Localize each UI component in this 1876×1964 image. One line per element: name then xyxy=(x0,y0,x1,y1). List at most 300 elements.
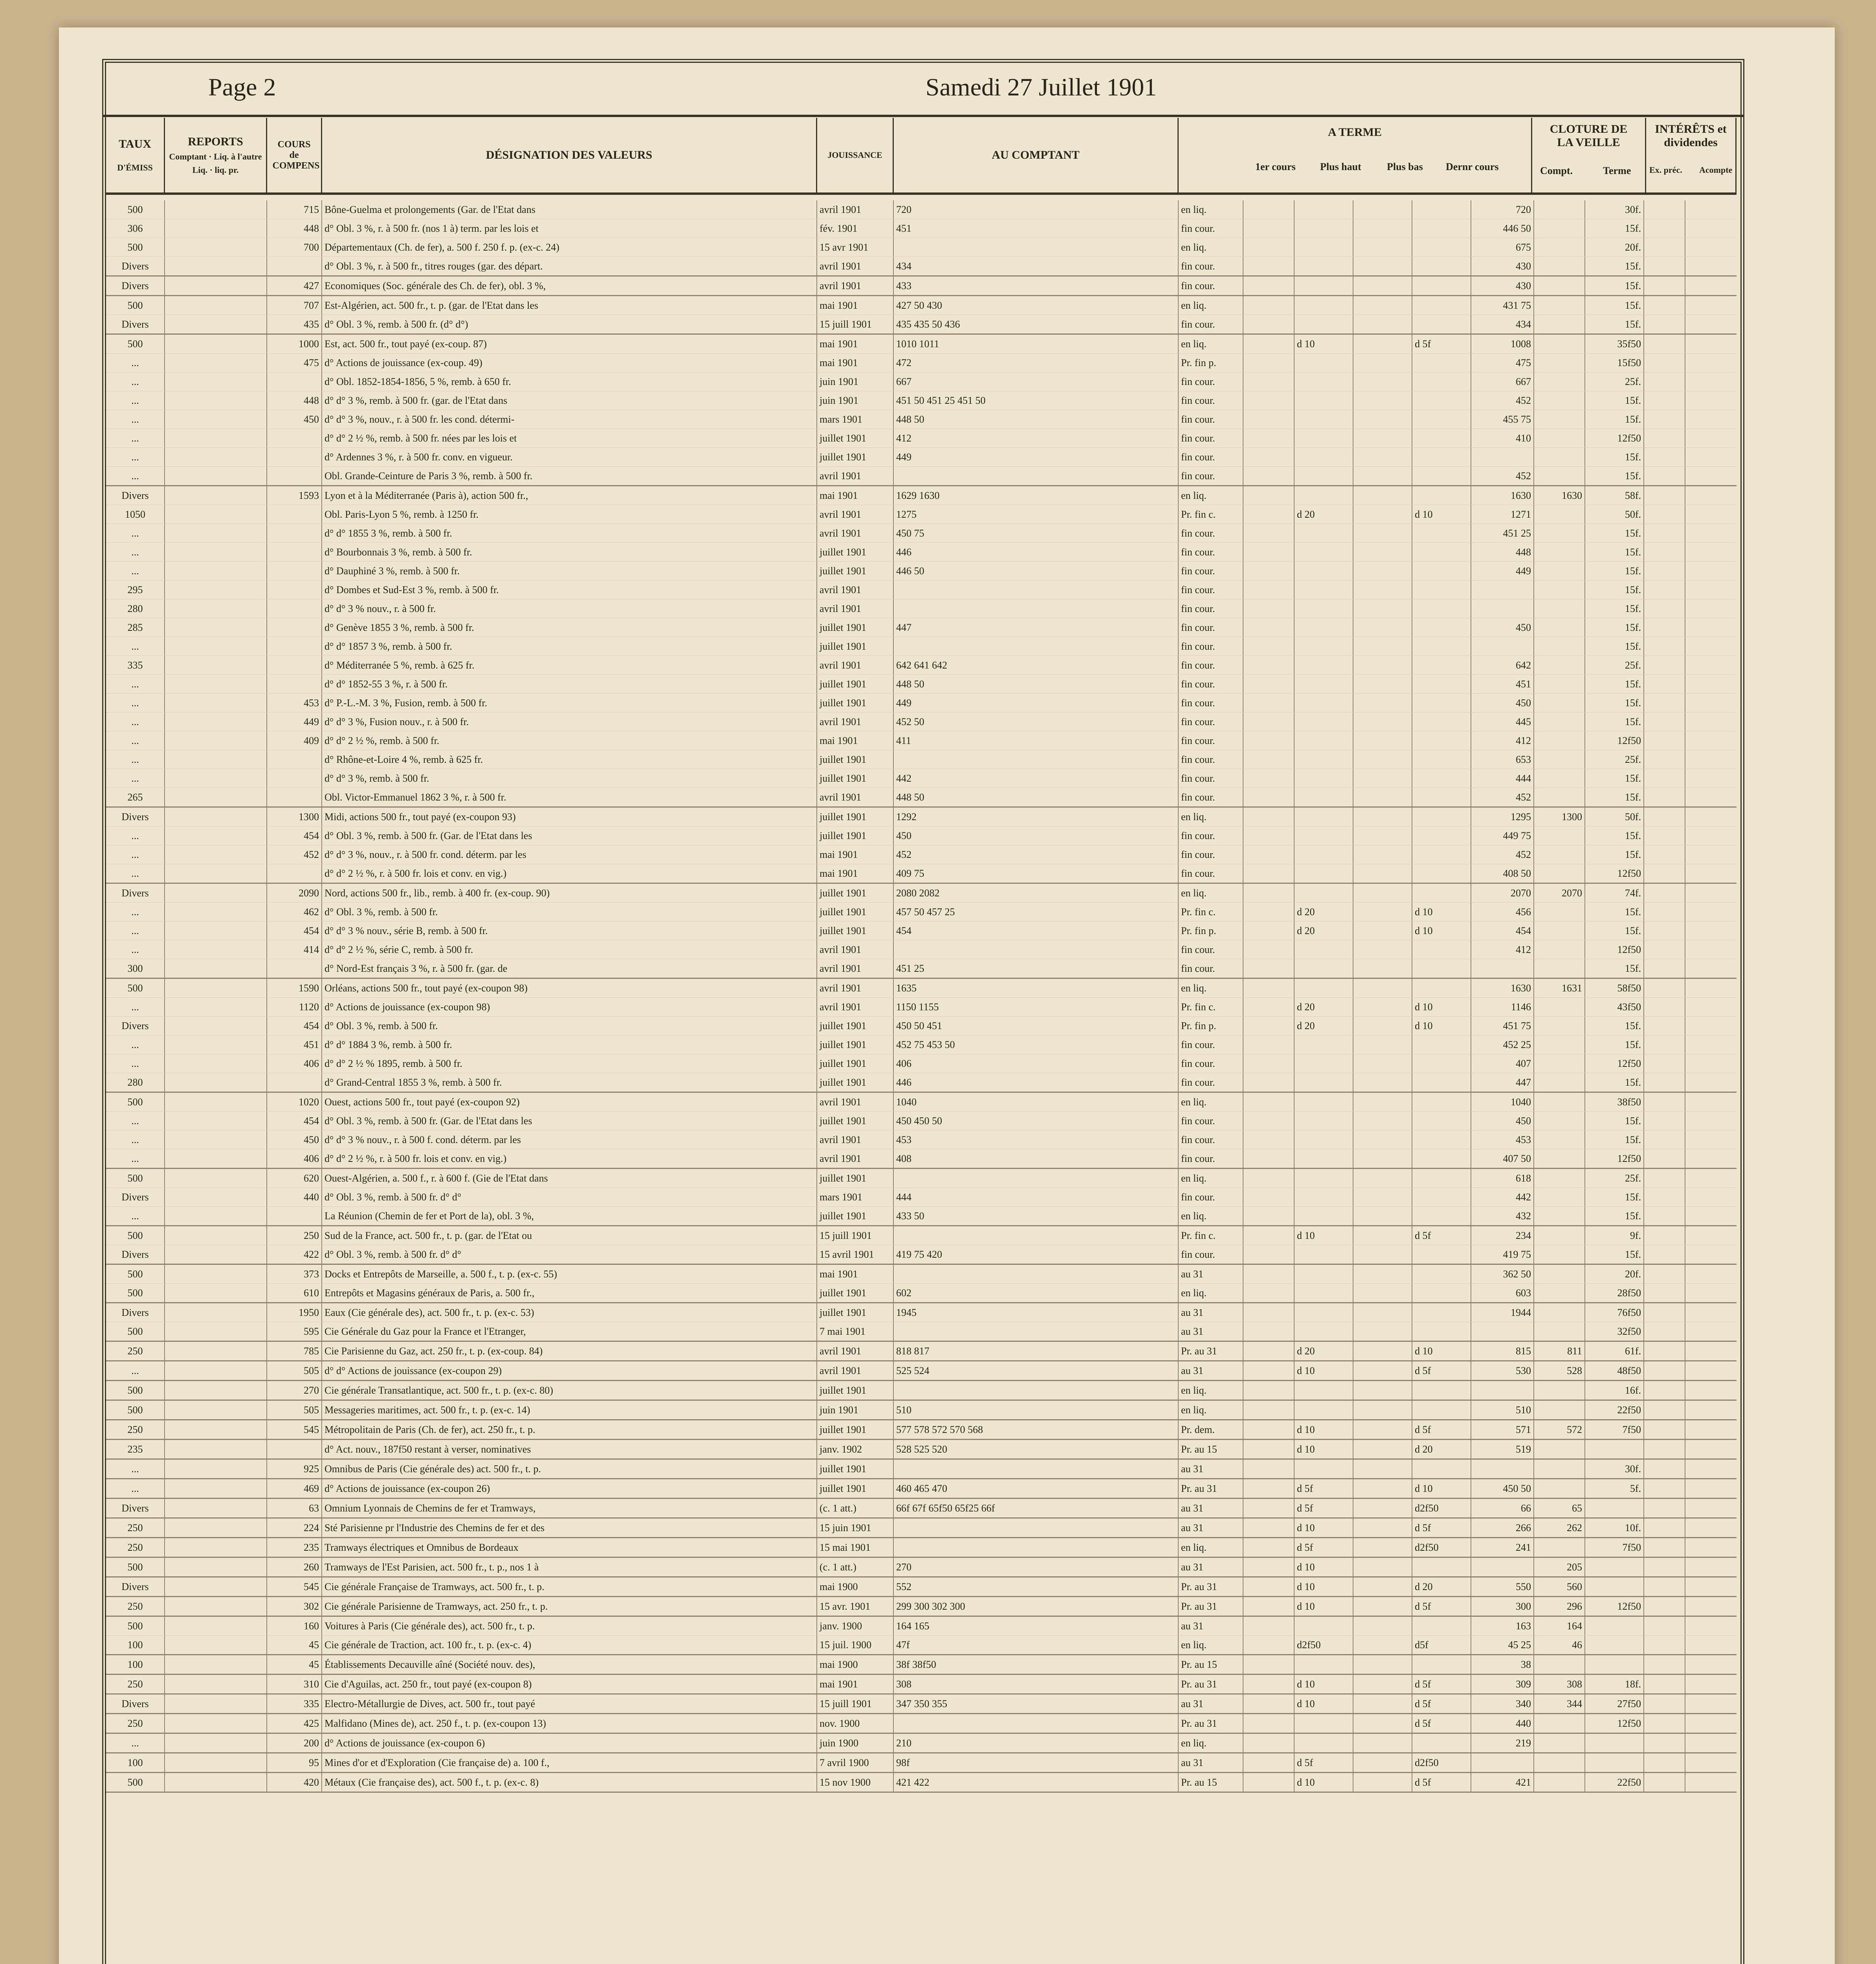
cloture-terme-cell xyxy=(1534,1401,1585,1419)
cloture-terme-cell xyxy=(1534,769,1585,788)
cloture-compt-cell: 449 xyxy=(1471,562,1534,580)
interets-cell: 25f. xyxy=(1585,372,1644,391)
first-cours-cell xyxy=(1243,998,1295,1016)
taux-cell: ... xyxy=(106,1479,165,1498)
taux-cell: ... xyxy=(106,675,165,693)
terme-type-cell: fin cour. xyxy=(1179,826,1243,845)
acompte-cell xyxy=(1644,219,1685,238)
designation-cell: d° d° 3 % nouv., r. à 500 f. cond. déterm. par les xyxy=(322,1130,817,1149)
cours-cell: 545 xyxy=(267,1420,322,1439)
taux-cell: 500 xyxy=(106,1401,165,1419)
cloture-terme-cell xyxy=(1534,1460,1585,1478)
interets-cell: 12f50 xyxy=(1585,429,1644,447)
dernier-cours-cell: d 5f xyxy=(1412,1675,1471,1693)
jouissance-cell: mai 1901 xyxy=(817,335,894,353)
designation-cell: d° Dauphiné 3 %, remb. à 500 fr. xyxy=(322,562,817,580)
first-cours-cell xyxy=(1243,315,1295,333)
taux-cell: ... xyxy=(106,543,165,561)
reports-cell xyxy=(165,543,267,561)
designation-cell: d° d° 2 ½ %, r. à 500 fr. lois et conv. en vig.) xyxy=(322,1149,817,1168)
dernier-cours-cell xyxy=(1412,1169,1471,1187)
reports-cell xyxy=(165,1695,267,1713)
taux-cell: ... xyxy=(106,864,165,883)
plus-haut-cell xyxy=(1295,562,1353,580)
cloture-compt-cell xyxy=(1471,599,1534,618)
interets-cell: 12f50 xyxy=(1585,731,1644,750)
cloture-terme-cell xyxy=(1534,656,1585,674)
cours-cell: 409 xyxy=(267,731,322,750)
first-cours-cell xyxy=(1243,1381,1295,1400)
jouissance-cell: mai 1900 xyxy=(817,1577,894,1596)
designation-cell: d° Nord-Est français 3 %, r. à 500 fr. (gar. de xyxy=(322,959,817,978)
terme-type-cell: en liq. xyxy=(1179,1381,1243,1400)
comptant-cell: 528 525 520 xyxy=(894,1440,1179,1458)
cours-cell xyxy=(267,1207,322,1225)
comptant-cell: 525 524 xyxy=(894,1361,1179,1380)
designation-cell: Cie Parisienne du Gaz, act. 250 fr., t. p. (ex-coup. 84) xyxy=(322,1342,817,1360)
terme-type-cell: au 31 xyxy=(1179,1519,1243,1537)
acompte-cell xyxy=(1644,1636,1685,1654)
plus-bas-cell xyxy=(1353,372,1412,391)
plus-bas-cell xyxy=(1353,1499,1412,1517)
jouissance-cell: juin 1900 xyxy=(817,1734,894,1752)
reports-cell xyxy=(165,750,267,769)
reports-cell xyxy=(165,1773,267,1792)
col-cours: COURS de COMPENS xyxy=(267,118,322,192)
taux-cell: ... xyxy=(106,845,165,864)
first-cours-cell xyxy=(1243,372,1295,391)
plus-haut-cell: d 10 xyxy=(1295,1519,1353,1537)
taux-cell: ... xyxy=(106,1734,165,1752)
comptant-cell: 210 xyxy=(894,1734,1179,1752)
acompte-cell xyxy=(1644,1073,1685,1092)
acompte-cell xyxy=(1644,505,1685,524)
interets-cell: 15f. xyxy=(1585,1112,1644,1130)
cloture-terme-cell: 572 xyxy=(1534,1420,1585,1439)
acompte-cell xyxy=(1644,391,1685,410)
first-cours-cell xyxy=(1243,769,1295,788)
acompte-cell xyxy=(1644,1753,1685,1772)
dernier-cours-cell xyxy=(1412,1401,1471,1419)
terme-type-cell: Pr. au 31 xyxy=(1179,1597,1243,1616)
interets-cell: 15f. xyxy=(1585,277,1644,295)
reports-cell xyxy=(165,731,267,750)
table-row xyxy=(106,637,1737,656)
first-cours-cell xyxy=(1243,200,1295,219)
reports-cell xyxy=(165,1207,267,1225)
table-row xyxy=(106,257,1737,277)
cloture-terme-cell xyxy=(1534,1093,1585,1111)
dernier-cours-cell xyxy=(1412,219,1471,238)
plus-bas-cell xyxy=(1353,940,1412,959)
first-cours-cell xyxy=(1243,238,1295,256)
interets-cell xyxy=(1585,1558,1644,1576)
dernier-cours-cell xyxy=(1412,410,1471,429)
terme-type-cell: au 31 xyxy=(1179,1460,1243,1478)
plus-bas-cell xyxy=(1353,731,1412,750)
reports-cell xyxy=(165,1460,267,1478)
table-row xyxy=(106,1420,1737,1440)
designation-cell: Cie Générale du Gaz pour la France et l'Etranger, xyxy=(322,1322,817,1341)
jouissance-cell: janv. 1902 xyxy=(817,1440,894,1458)
table-row xyxy=(106,335,1737,354)
dernier-cours-cell: d2f50 xyxy=(1412,1538,1471,1557)
interets-cell xyxy=(1585,1753,1644,1772)
dernier-cours-cell xyxy=(1412,1207,1471,1225)
acompte-cell xyxy=(1644,1188,1685,1206)
table-row xyxy=(106,1226,1737,1245)
first-cours-cell xyxy=(1243,1538,1295,1557)
cloture-compt-cell: 452 25 xyxy=(1471,1035,1534,1054)
interets-cell: 12f50 xyxy=(1585,1054,1644,1073)
cours-cell: 406 xyxy=(267,1149,322,1168)
designation-cell: d° d° 1855 3 %, remb. à 500 fr. xyxy=(322,524,817,542)
table-row xyxy=(106,1655,1737,1675)
table-row xyxy=(106,562,1737,581)
plus-bas-cell xyxy=(1353,543,1412,561)
designation-cell: Cie générale de Traction, act. 100 fr., t. p. (ex-c. 4) xyxy=(322,1636,817,1654)
table-row xyxy=(106,1188,1737,1207)
reports-cell xyxy=(165,1112,267,1130)
first-cours-cell xyxy=(1243,1499,1295,1517)
table-row xyxy=(106,1017,1737,1035)
dernier-cours-cell: d 5f xyxy=(1412,1695,1471,1713)
reports-cell xyxy=(165,864,267,883)
interets-cell xyxy=(1585,1499,1644,1517)
taux-cell: Divers xyxy=(106,1499,165,1517)
plus-bas-cell xyxy=(1353,1655,1412,1674)
cours-cell: 160 xyxy=(267,1617,322,1635)
plus-haut-cell: d2f50 xyxy=(1295,1636,1353,1654)
col-jouissance: JOUISSANCE xyxy=(817,118,894,192)
reports-cell xyxy=(165,315,267,333)
jouissance-cell: avril 1901 xyxy=(817,788,894,806)
jouissance-cell: mai 1901 xyxy=(817,1265,894,1283)
cloture-terme-cell xyxy=(1534,1017,1585,1035)
taux-cell: 500 xyxy=(106,1381,165,1400)
designation-cell: d° Obl. 3 %, remb. à 500 fr. xyxy=(322,903,817,921)
comptant-cell: 720 xyxy=(894,200,1179,219)
dernier-cours-cell xyxy=(1412,315,1471,333)
interets-cell: 15f. xyxy=(1585,543,1644,561)
reports-cell xyxy=(165,562,267,580)
reports-cell xyxy=(165,1714,267,1733)
plus-bas-cell xyxy=(1353,1188,1412,1206)
taux-cell: ... xyxy=(106,429,165,447)
plus-bas-cell xyxy=(1353,391,1412,410)
jouissance-cell: juillet 1901 xyxy=(817,1017,894,1035)
cloture-compt-cell: 445 xyxy=(1471,713,1534,731)
jouissance-cell: avril 1901 xyxy=(817,959,894,978)
terme-type-cell: fin cour. xyxy=(1179,618,1243,637)
jouissance-cell: juillet 1901 xyxy=(817,1303,894,1322)
plus-haut-cell xyxy=(1295,372,1353,391)
cloture-compt-cell: 163 xyxy=(1471,1617,1534,1635)
plus-haut-cell xyxy=(1295,1265,1353,1283)
cloture-terme-cell: 1300 xyxy=(1534,808,1585,826)
first-cours-cell xyxy=(1243,1636,1295,1654)
cloture-terme-cell: 65 xyxy=(1534,1499,1585,1517)
page-number: Page 2 xyxy=(208,73,276,101)
comptant-cell xyxy=(894,1460,1179,1478)
table-row xyxy=(106,1245,1737,1265)
cours-cell: 454 xyxy=(267,1112,322,1130)
taux-cell: 250 xyxy=(106,1675,165,1693)
designation-cell: d° d° 3 % nouv., r. à 500 fr. xyxy=(322,599,817,618)
cours-cell xyxy=(267,959,322,978)
taux-cell: 500 xyxy=(106,1773,165,1792)
cloture-terme-cell: 205 xyxy=(1534,1558,1585,1576)
first-cours-cell xyxy=(1243,524,1295,542)
cours-cell: 373 xyxy=(267,1265,322,1283)
cloture-terme-cell xyxy=(1534,1284,1585,1302)
jouissance-cell: 7 mai 1901 xyxy=(817,1322,894,1341)
taux-cell: Divers xyxy=(106,277,165,295)
designation-cell: Orléans, actions 500 fr., tout payé (ex-coupon 98) xyxy=(322,979,817,997)
table-row xyxy=(106,979,1737,998)
reports-cell xyxy=(165,1188,267,1206)
jouissance-cell: juillet 1901 xyxy=(817,826,894,845)
cloture-terme-cell xyxy=(1534,731,1585,750)
cloture-compt-cell xyxy=(1471,637,1534,656)
cloture-terme-cell xyxy=(1534,335,1585,353)
plus-haut-cell: d 10 xyxy=(1295,1695,1353,1713)
first-cours-cell xyxy=(1243,731,1295,750)
plus-haut-cell: d 20 xyxy=(1295,922,1353,940)
first-cours-cell xyxy=(1243,1558,1295,1576)
dernier-cours-cell xyxy=(1412,581,1471,599)
reports-cell xyxy=(165,335,267,353)
first-cours-cell xyxy=(1243,1265,1295,1283)
jouissance-cell: avril 1901 xyxy=(817,1093,894,1111)
comptant-cell xyxy=(894,637,1179,656)
cloture-compt-cell: 448 xyxy=(1471,543,1534,561)
cloture-terme-cell xyxy=(1534,1245,1585,1264)
cloture-terme-cell xyxy=(1534,1073,1585,1092)
first-cours-cell xyxy=(1243,675,1295,693)
terme-type-cell: en liq. xyxy=(1179,884,1243,902)
table-row xyxy=(106,372,1737,391)
acompte-cell xyxy=(1644,1112,1685,1130)
dernier-cours-cell xyxy=(1412,1617,1471,1635)
reports-cell xyxy=(165,1597,267,1616)
first-cours-cell xyxy=(1243,1245,1295,1264)
dernier-cours-cell xyxy=(1412,826,1471,845)
jouissance-cell: juin 1901 xyxy=(817,391,894,410)
designation-cell: Cie générale Transatlantique, act. 500 fr., t. p. (ex-c. 80) xyxy=(322,1381,817,1400)
taux-cell: 300 xyxy=(106,959,165,978)
cloture-terme-cell xyxy=(1534,238,1585,256)
taux-cell: ... xyxy=(106,562,165,580)
plus-bas-cell xyxy=(1353,1577,1412,1596)
cloture-terme-cell xyxy=(1534,864,1585,883)
jouissance-cell: juillet 1901 xyxy=(817,769,894,788)
terme-type-cell: fin cour. xyxy=(1179,219,1243,238)
cours-cell xyxy=(267,618,322,637)
designation-cell: Economiques (Soc. générale des Ch. de fer), obl. 3 %, xyxy=(322,277,817,295)
cloture-compt-cell: 412 xyxy=(1471,731,1534,750)
plus-bas-cell xyxy=(1353,637,1412,656)
first-cours-cell xyxy=(1243,1655,1295,1674)
acompte-cell xyxy=(1644,1695,1685,1713)
first-cours-cell xyxy=(1243,1017,1295,1035)
terme-type-cell: fin cour. xyxy=(1179,391,1243,410)
taux-cell: 250 xyxy=(106,1538,165,1557)
plus-haut-cell: d 10 xyxy=(1295,1420,1353,1439)
plus-bas-cell xyxy=(1353,1054,1412,1073)
table-row xyxy=(106,1322,1737,1342)
reports-cell xyxy=(165,826,267,845)
cloture-compt-cell: 449 75 xyxy=(1471,826,1534,845)
designation-cell: Ouest, actions 500 fr., tout payé (ex-coupon 92) xyxy=(322,1093,817,1111)
comptant-cell: 406 xyxy=(894,1054,1179,1073)
designation-cell: Bône-Guelma et prolongements (Gar. de l'Etat dans xyxy=(322,200,817,219)
cours-cell: 414 xyxy=(267,940,322,959)
cours-cell: 302 xyxy=(267,1597,322,1616)
plus-bas-cell xyxy=(1353,562,1412,580)
jouissance-cell: mai 1901 xyxy=(817,845,894,864)
terme-type-cell: fin cour. xyxy=(1179,372,1243,391)
cours-cell: 422 xyxy=(267,1245,322,1264)
cours-cell xyxy=(267,750,322,769)
interets-cell xyxy=(1585,1734,1644,1752)
cours-cell: 1020 xyxy=(267,1093,322,1111)
cloture-compt-cell: 1630 xyxy=(1471,979,1534,997)
taux-cell: ... xyxy=(106,769,165,788)
reports-cell xyxy=(165,1519,267,1537)
cours-cell: 335 xyxy=(267,1695,322,1713)
comptant-cell: 270 xyxy=(894,1558,1179,1576)
taux-cell: ... xyxy=(106,1054,165,1073)
reports-cell xyxy=(165,1655,267,1674)
plus-bas-cell xyxy=(1353,1695,1412,1713)
first-cours-cell xyxy=(1243,1597,1295,1616)
terme-type-cell: au 31 xyxy=(1179,1322,1243,1341)
plus-bas-cell xyxy=(1353,979,1412,997)
designation-cell: Obl. Victor-Emmanuel 1862 3 %, r. à 500 fr. xyxy=(322,788,817,806)
first-cours-cell xyxy=(1243,1322,1295,1341)
taux-cell: ... xyxy=(106,1361,165,1380)
plus-haut-cell xyxy=(1295,959,1353,978)
interets-cell: 15f. xyxy=(1585,959,1644,978)
comptant-cell: 434 xyxy=(894,257,1179,275)
jouissance-cell: juillet 1901 xyxy=(817,543,894,561)
designation-cell: d° Actions de jouissance (ex-coupon 98) xyxy=(322,998,817,1016)
interets-cell: 15f. xyxy=(1585,637,1644,656)
designation-cell: Mines d'or et d'Exploration (Cie française de) a. 100 f., xyxy=(322,1753,817,1772)
interets-cell: 22f50 xyxy=(1585,1401,1644,1419)
plus-bas-cell xyxy=(1353,599,1412,618)
taux-cell: ... xyxy=(106,1460,165,1478)
interets-cell: 15f. xyxy=(1585,1073,1644,1092)
interets-cell: 58f. xyxy=(1585,486,1644,505)
reports-cell xyxy=(165,1753,267,1772)
reports-cell xyxy=(165,922,267,940)
dernier-cours-cell xyxy=(1412,884,1471,902)
interets-cell: 15f. xyxy=(1585,524,1644,542)
plus-bas-cell xyxy=(1353,524,1412,542)
cloture-compt-cell: 451 25 xyxy=(1471,524,1534,542)
plus-bas-cell xyxy=(1353,238,1412,256)
jouissance-cell: mai 1901 xyxy=(817,731,894,750)
cloture-terme-cell xyxy=(1534,219,1585,238)
cloture-compt-cell: 407 50 xyxy=(1471,1149,1534,1168)
table-row xyxy=(106,959,1737,979)
cloture-terme-cell xyxy=(1534,599,1585,618)
terme-type-cell: en liq. xyxy=(1179,1207,1243,1225)
cloture-compt-cell: 452 xyxy=(1471,467,1534,485)
terme-type-cell: Pr. fin p. xyxy=(1179,922,1243,940)
jouissance-cell: avril 1901 xyxy=(817,998,894,1016)
dernier-cours-cell xyxy=(1412,769,1471,788)
cloture-terme-cell: 46 xyxy=(1534,1636,1585,1654)
cloture-terme-cell xyxy=(1534,277,1585,295)
reports-cell xyxy=(165,713,267,731)
dernier-cours-cell xyxy=(1412,1054,1471,1073)
dernier-cours-cell xyxy=(1412,391,1471,410)
plus-haut-cell xyxy=(1295,296,1353,315)
table-row xyxy=(106,315,1737,335)
plus-haut-cell xyxy=(1295,354,1353,372)
table-row xyxy=(106,581,1737,599)
cloture-terme-cell xyxy=(1534,200,1585,219)
comptant-cell: 1629 1630 xyxy=(894,486,1179,505)
jouissance-cell: mai 1901 xyxy=(817,1675,894,1693)
dernier-cours-cell xyxy=(1412,1265,1471,1283)
cours-cell: 700 xyxy=(267,238,322,256)
table-row xyxy=(106,200,1737,219)
cours-cell xyxy=(267,656,322,674)
jouissance-cell: avril 1901 xyxy=(817,1130,894,1149)
designation-cell: Malfidano (Mines de), act. 250 f., t. p. (ex-coupon 13) xyxy=(322,1714,817,1733)
interets-cell: 61f. xyxy=(1585,1342,1644,1360)
dernier-cours-cell xyxy=(1412,599,1471,618)
plus-bas-cell xyxy=(1353,675,1412,693)
jouissance-cell: avril 1901 xyxy=(817,979,894,997)
interets-cell: 15f. xyxy=(1585,675,1644,693)
acompte-cell xyxy=(1644,826,1685,845)
taux-cell: ... xyxy=(106,354,165,372)
dernier-cours-cell xyxy=(1412,1093,1471,1111)
reports-cell xyxy=(165,1734,267,1752)
plus-haut-cell: d 10 xyxy=(1295,1558,1353,1576)
terme-type-cell: fin cour. xyxy=(1179,467,1243,485)
comptant-cell: 451 xyxy=(894,219,1179,238)
dernier-cours-cell xyxy=(1412,940,1471,959)
interets-cell: 74f. xyxy=(1585,884,1644,902)
cloture-terme-cell xyxy=(1534,562,1585,580)
terme-type-cell: Pr. au 31 xyxy=(1179,1714,1243,1733)
comptant-cell xyxy=(894,238,1179,256)
table-row xyxy=(106,1401,1737,1420)
plus-bas-cell xyxy=(1353,884,1412,902)
comptant-cell xyxy=(894,581,1179,599)
plus-haut-cell xyxy=(1295,1169,1353,1187)
taux-cell: ... xyxy=(106,1149,165,1168)
first-cours-cell xyxy=(1243,1188,1295,1206)
plus-haut-cell: d 20 xyxy=(1295,1017,1353,1035)
plus-haut-cell xyxy=(1295,864,1353,883)
table-row xyxy=(106,788,1737,808)
cloture-terme-cell xyxy=(1534,788,1585,806)
comptant-cell xyxy=(894,940,1179,959)
designation-cell: d° d° 2 ½ %, remb. à 500 fr. nées par les lois et xyxy=(322,429,817,447)
designation-cell: d° d° 2 ½ %, r. à 500 fr. lois et conv. en vig.) xyxy=(322,864,817,883)
cloture-compt-cell: 300 xyxy=(1471,1597,1534,1616)
jouissance-cell: juillet 1901 xyxy=(817,1381,894,1400)
table-row xyxy=(106,808,1737,826)
dernier-cours-cell: d 5f xyxy=(1412,1361,1471,1380)
